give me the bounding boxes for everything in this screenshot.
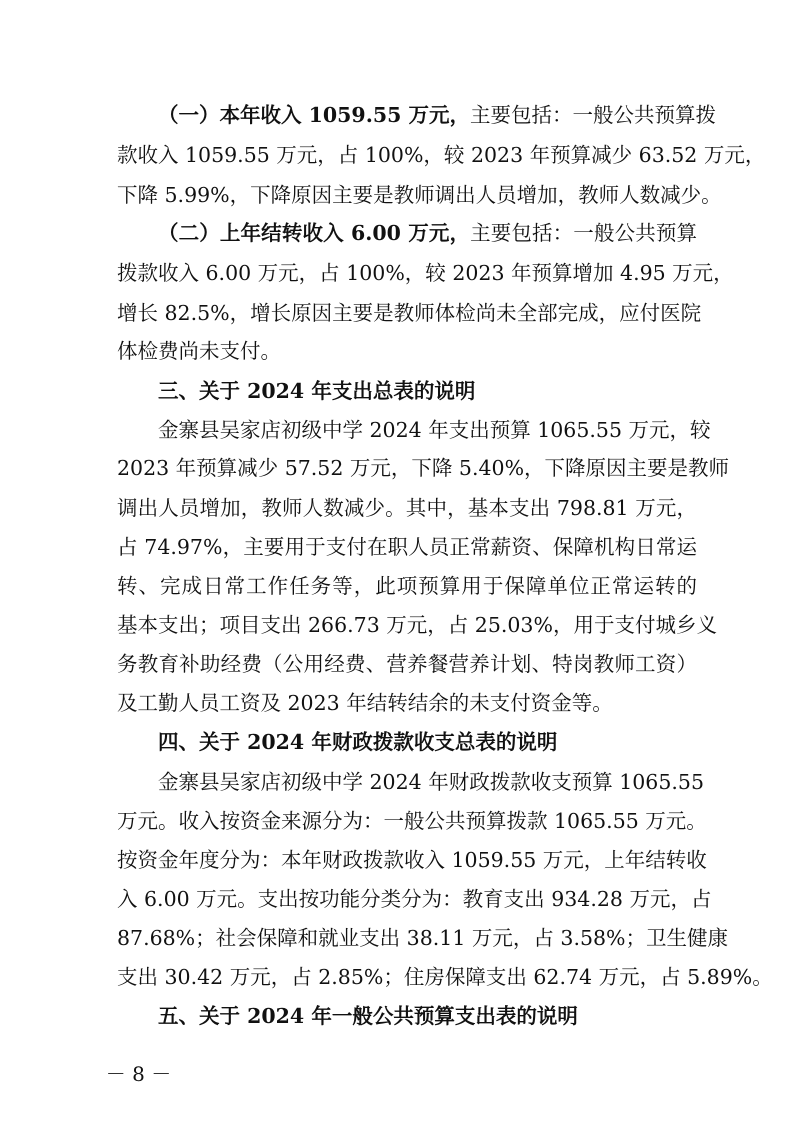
- section-heading-current-income: （一）本年收入 1059.55 万元，: [158, 103, 470, 127]
- paragraph-text: 主要包括：一般公共预算: [470, 221, 697, 245]
- paragraph-fiscal-line-6: 支出 30.42 万元，占 2.85%；住房保障支出 62.74 万元，占 5.89%。: [117, 965, 773, 989]
- paragraph-income-line-3: 下降 5.99%，下降原因主要是教师调出人员增加，教师人数减少。: [117, 183, 722, 207]
- section-heading-general-budget-expenditure: 五、关于 2024 年一般公共预算支出表的说明: [158, 1004, 578, 1028]
- paragraph-fiscal-line-1: 金寨县吴家店初级中学 2024 年财政拨款收支预算 1065.55: [158, 770, 704, 794]
- section-heading-carryover-income: （二）上年结转收入 6.00 万元，: [158, 221, 471, 245]
- paragraph-expenditure-line-5: 转、完成日常工作任务等，此项预算用于保障单位正常运转的: [117, 574, 697, 598]
- paragraph-expenditure-line-4: 占 74.97%，主要用于支付在职人员正常薪资、保障机构日常运: [117, 535, 697, 559]
- paragraph-fiscal-line-4: 入 6.00 万元。支出按功能分类分为：教育支出 934.28 万元，占: [117, 887, 712, 911]
- paragraph-expenditure-line-2: 2023 年预算减少 57.52 万元，下降 5.40%，下降原因主要是教师: [117, 456, 730, 480]
- paragraph-carryover-line-3: 增长 82.5%，增长原因主要是教师体检尚未全部完成，应付医院: [117, 301, 702, 325]
- section-heading-expenditure-summary: 三、关于 2024 年支出总表的说明: [158, 379, 476, 403]
- paragraph-carryover-line-1: [158, 218, 697, 248]
- paragraph-fiscal-line-3: 按资金年度分为：本年财政拨款收入 1059.55 万元，上年结转收: [117, 848, 707, 872]
- paragraph-fiscal-line-2: 万元。收入按资金来源分为：一般公共预算拨款 1065.55 万元。: [117, 809, 707, 833]
- page-number: － 8 －: [105, 1062, 172, 1086]
- paragraph-expenditure-line-3: 调出人员增加，教师人数减少。其中，基本支出 798.81 万元，: [117, 496, 697, 520]
- paragraph-expenditure-line-8: 及工勤人员工资及 2023 年结转结余的未支付资金等。: [117, 691, 613, 715]
- section-heading-fiscal-appropriation-summary: 四、关于 2024 年财政拨款收支总表的说明: [158, 730, 558, 754]
- paragraph-expenditure-line-1: 金寨县吴家店初级中学 2024 年支出预算 1065.55 万元，较: [158, 418, 711, 442]
- paragraph-income-line-2: 款收入 1059.55 万元，占 100%，较 2023 年预算减少 63.52 万元，: [117, 143, 766, 167]
- paragraph-carryover-line-2: 拨款收入 6.00 万元，占 100%，较 2023 年预算增加 4.95 万元，: [117, 261, 734, 285]
- paragraph-fiscal-line-5: 87.68%；社会保障和就业支出 38.11 万元，占 3.58%；卫生健康: [117, 926, 729, 950]
- paragraph-carryover-line-4: 体检费尚未支付。: [117, 339, 281, 363]
- paragraph-expenditure-line-7: 务教育补助经费（公用经费、营养餐营养计划、特岗教师工资）: [117, 652, 697, 676]
- paragraph-text: 主要包括：一般公共预算拨: [470, 103, 716, 127]
- paragraph-income-line-1: [158, 100, 716, 130]
- paragraph-expenditure-line-6: 基本支出；项目支出 266.73 万元，占 25.03%，用于支付城乡义: [117, 613, 717, 637]
